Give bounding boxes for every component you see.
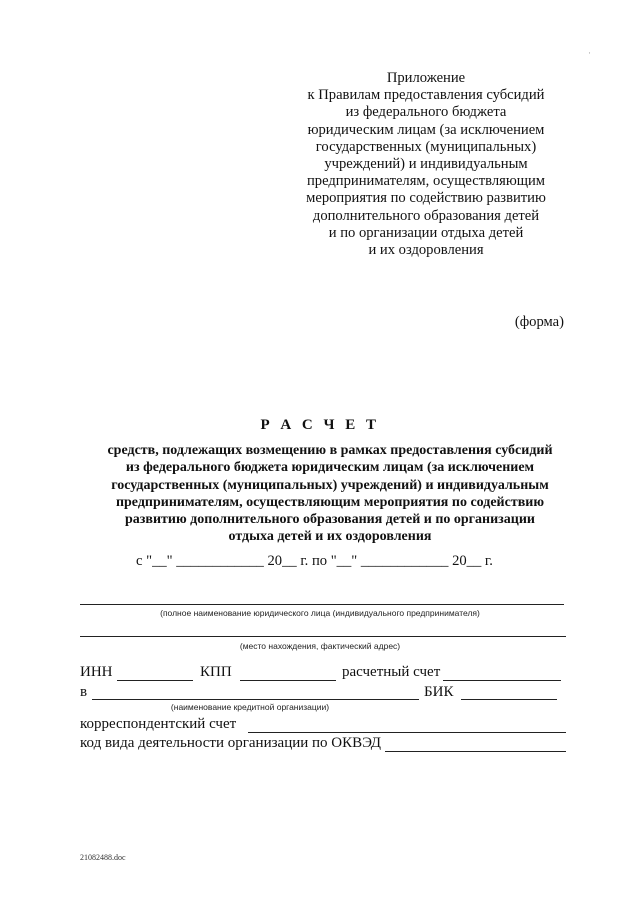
subtitle-line: развитию дополнительного образования детей и по организации	[125, 512, 535, 528]
subtitle-line: средств, подлежащих возмещению в рамках предоставления субсидий	[107, 443, 553, 458]
form-label: (форма)	[514, 314, 564, 330]
inn-field[interactable]	[117, 680, 193, 681]
document-subtitle	[40, 442, 620, 546]
appendix-line: и по организации отдыха детей	[328, 224, 524, 241]
entity-name-field[interactable]	[80, 604, 564, 605]
kpp-field[interactable]	[240, 680, 336, 681]
bank-prefix-label: в	[80, 684, 88, 700]
bank-name-field[interactable]	[92, 699, 419, 700]
inn-label: ИНН	[80, 664, 113, 680]
subtitle-line: отдыха детей и их оздоровления	[228, 529, 432, 545]
entity-name-caption: (полное наименование юридического лица (индивидуального предпринимателя)	[160, 608, 480, 618]
okved-label: код вида деятельности организации по ОКВЭД	[80, 735, 382, 751]
appendix-line: дополнительного образования детей	[312, 207, 540, 224]
corr-account-label: корреспондентский счет	[80, 716, 237, 732]
appendix-line: Приложение	[386, 70, 466, 86]
kpp-label: КПП	[200, 664, 232, 680]
document-title: Р А С Ч Е Т	[260, 417, 380, 433]
appendix-line: к Правилам предоставления субсидий	[307, 87, 545, 104]
bank-name-caption: (наименование кредитной организации)	[170, 702, 330, 712]
appendix-line: юридическим лицам (за исключением	[307, 121, 545, 138]
appendix-line: и их оздоровления	[368, 242, 484, 259]
appendix-line: из федерального бюджета	[345, 104, 507, 121]
account-label: расчетный счет	[342, 664, 441, 680]
appendix-line: предпринимателям, осуществляющим	[306, 173, 546, 190]
appendix-line: государственных (муниципальных)	[315, 138, 537, 155]
period-line: с "__" ____________ 20__ г. по "__" ____________ 20__ г.	[136, 553, 493, 569]
margin-mark: ·	[588, 48, 591, 58]
address-field[interactable]	[80, 636, 566, 637]
bik-field[interactable]	[461, 699, 557, 700]
appendix-line: учреждений) и индивидуальным	[324, 156, 528, 173]
address-caption: (место нахождения, фактический адрес)	[239, 641, 401, 651]
subtitle-line: из федерального бюджета юридическим лицам (за исключением	[125, 460, 535, 476]
bik-label: БИК	[424, 684, 454, 700]
file-name-footer: 21082488.doc	[80, 853, 126, 862]
corr-account-field[interactable]	[248, 732, 566, 733]
subtitle-line: предпринимателям, осуществляющим мероприятия по содействию	[115, 494, 545, 510]
okved-field[interactable]	[385, 751, 566, 752]
subtitle-line: государственных (муниципальных) учреждений) и индивидуальным	[111, 477, 549, 493]
account-field[interactable]	[443, 680, 561, 681]
appendix-line: мероприятия по содействию развитию	[306, 190, 546, 207]
appendix-block	[282, 70, 570, 259]
